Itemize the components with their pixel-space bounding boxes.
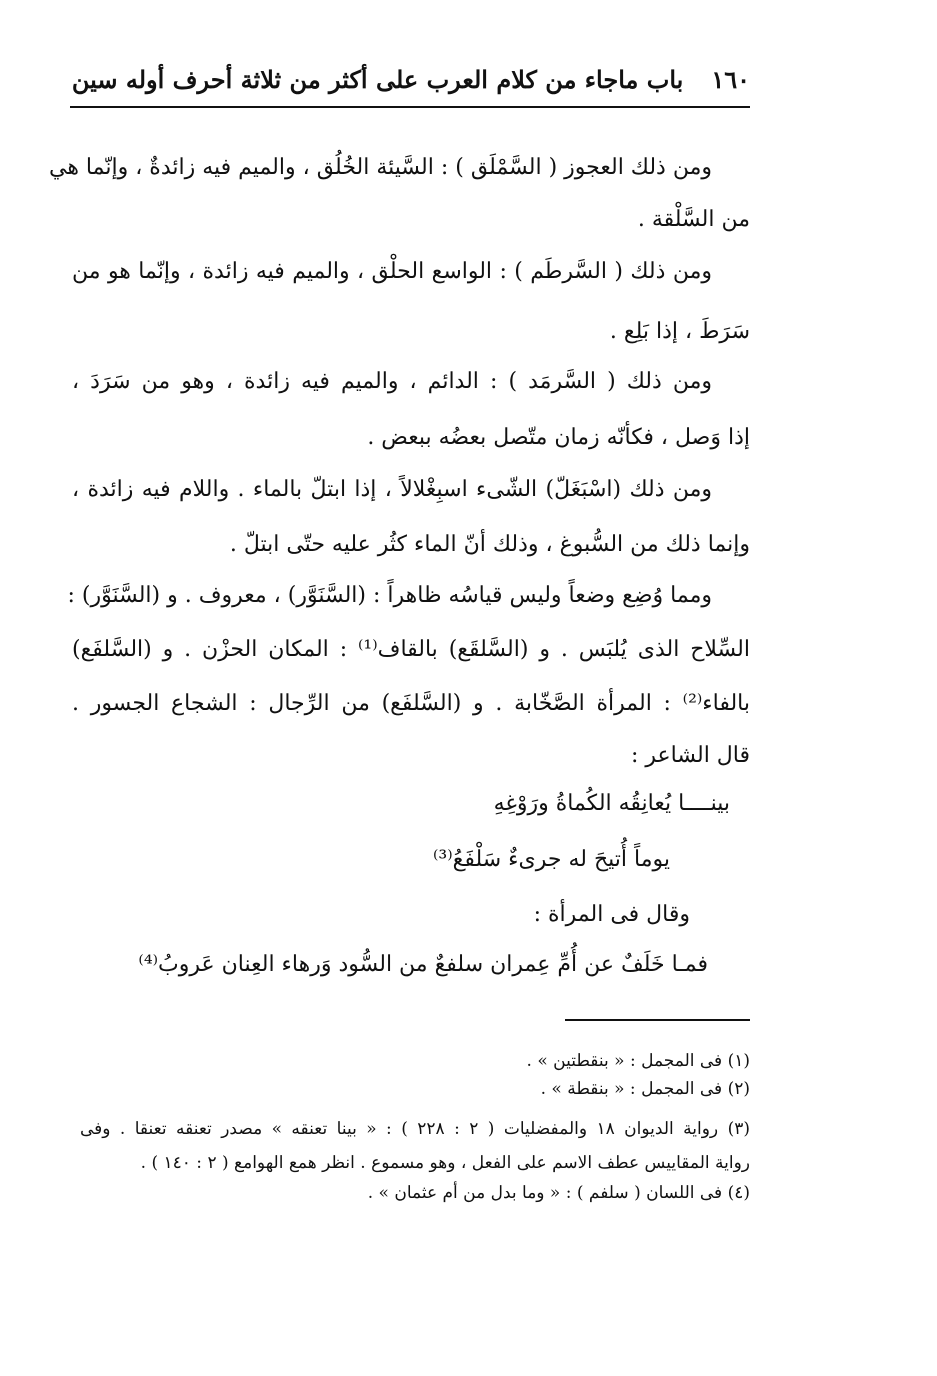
body-line: ومن ذلك العجوز ( السَّمْلَق ) : السَّيئة الخُلُق ، والميم فيه زائدةٌ ، وإنّما هي [49,155,712,180]
footnote: (٤) فى اللسان ( سلفم ) : « وما بدل من أم عثمان » . [367,1183,750,1203]
verse-line: بينــــا يُعانِقُه الكُماةُ ورَوْغِهِ [493,791,730,816]
page-number: ١٦٠ [711,64,750,94]
body-line: ومن ذلك (اسْبَغَلّ) الشّىء اسبِغْلالاً ، إذا ابتلّ بالماء . واللام فيه زائدة ، [72,477,712,502]
verse-line: فمـا خَلَفٌ عن أُمِّ عِمران سلفعٌ من السُّود وَرهاء العِنان عَروبُ⁽⁴⁾ [138,952,708,977]
running-header [70,56,750,102]
body-line: قال الشاعر : [630,743,750,768]
footnote: (٣) رواية الديوان ١٨ والمفضليات ( ٢ : ٢٢٨ ) : « بينا تعنقه » مصدر تعنقه تعنقا . وفى [80,1119,750,1139]
header-rule [70,106,750,108]
footnote: رواية المقاييس عطف الاسم على الفعل ، وهو مسموع . انظر همع الهوامع ( ٢ : ١٤٠ ) . [140,1153,750,1173]
body-line: سَرَطَ ، إذا بَلِع . [609,319,750,344]
running-title: باب ماجاء من كلام العرب على أكثر من ثلاثة أحرف أوله سين [71,64,684,94]
footnote: (٢) فى المجمل : « بنقطة » . [540,1079,750,1099]
body-line: ومن ذلك ( السَّرمَد ) : الدائم ، والميم فيه زائدة ، وهو من سَرَدَ ، [72,369,712,394]
body-line: السِّلاح الذى يُلبَس . و (السَّلقَع) بالقاف⁽¹⁾ : المكان الحزْن . و (السَّلفَع) [72,637,750,662]
body-line: إذا وَصل ، فكأنّه زمان متّصل بعضُه ببعض . [367,425,750,450]
body-line: بالفاء⁽²⁾ : المرأة الصَّخّابة . و (السَّلفَع) من الرِّجال : الشجاع الجسور . [72,691,750,716]
body-line: ومما وُضِع وضعاً وليس قياسُه ظاهراً : (السَّنَوَّر) ، معروف . و (السَّنَوَّر) : [67,583,712,608]
footnote-rule [565,1019,750,1021]
verse-line: يوماً أُتيحَ له جرىءٌ سَلْفَعُ⁽³⁾ [432,847,670,872]
body-line: ومن ذلك ( السَّرطَم ) : الواسع الحلْق ، والميم فيه زائدة ، وإنّما هو من [72,259,712,284]
verse-intro: وقال فى المرأة : [533,902,690,927]
body-line: من السَّلْقة . [637,207,750,232]
footnote: (١) فى المجمل : « بنقطتين » . [526,1051,750,1071]
body-line: وإنما ذلك من السُّبوغ ، وذلك أنّ الماء كثُر عليه حتّى ابتلّ . [229,532,750,557]
